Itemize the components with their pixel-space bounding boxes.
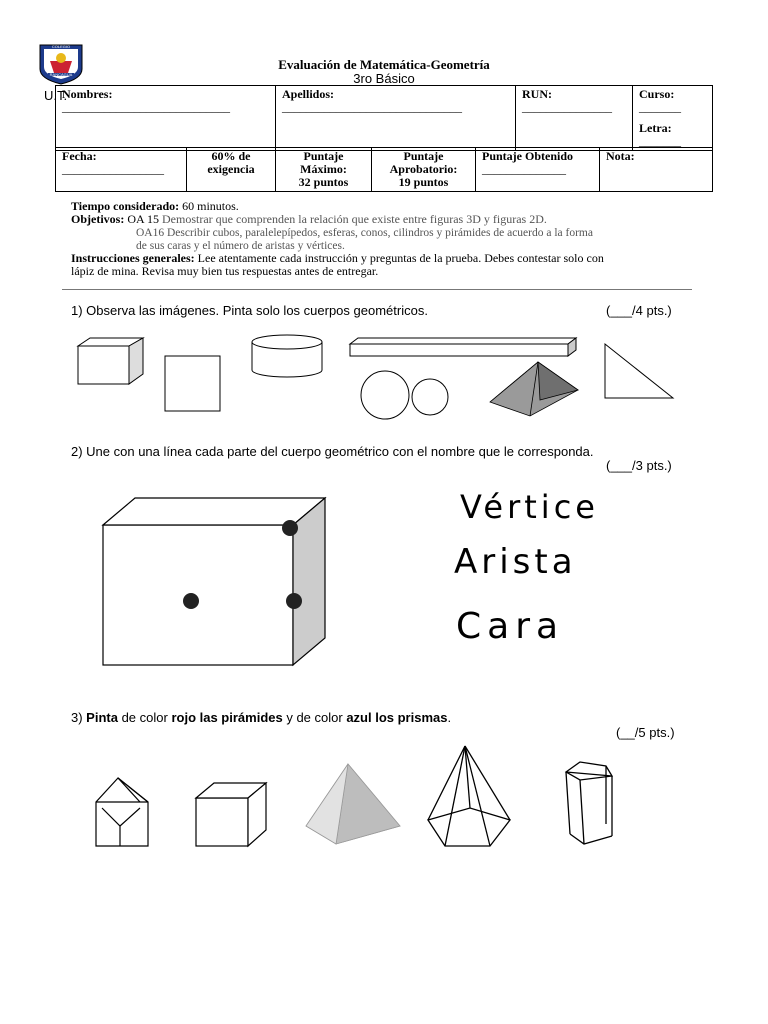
q3-pinta: Pinta [86, 710, 118, 725]
exigencia-cell [187, 148, 276, 192]
puntaje-obtenido-label: Puntaje Obtenido [482, 149, 574, 163]
q2-text: 2) Une con una línea cada parte del cuerpo geométrico con el nombre que le corresponda. [71, 444, 594, 459]
pentagonal-prism-figure[interactable] [566, 762, 612, 844]
puntaje-obtenido-blank[interactable]: ______________ [482, 162, 566, 176]
q1-figures [70, 330, 690, 420]
curso-cell[interactable] [633, 86, 713, 151]
rectangular-prism-figure[interactable] [350, 338, 576, 356]
page-subtitle: 3ro Básico [353, 71, 415, 86]
puntaje-aprobatorio-cell [372, 148, 476, 192]
run-cell[interactable] [516, 86, 633, 151]
divider [62, 289, 692, 290]
oa15-code: OA 15 [127, 212, 159, 226]
objetivos-label: Objetivos: [71, 212, 125, 226]
puntaje-maximo-line: Máximo: [300, 162, 347, 176]
exigencia-line: exigencia [207, 162, 255, 176]
pyramid-gray-figure[interactable] [306, 764, 400, 844]
q1-text: 1) Observa las imágenes. Pinta solo los cuerpos geométricos. [71, 303, 428, 318]
fecha-cell[interactable] [56, 148, 187, 192]
circle-figure[interactable] [412, 379, 448, 415]
logo-text-line: MOISÉS [53, 49, 69, 54]
circle-figure[interactable] [361, 371, 409, 419]
letra-blank[interactable]: _______ [639, 134, 681, 148]
tiempo-value: 60 minutos. [182, 199, 239, 213]
instrucciones-label: Instrucciones generales: [71, 251, 195, 265]
page-title: Evaluación de Matemática-Geometría [278, 57, 490, 72]
run-label: RUN: [522, 87, 552, 101]
nombres-cell[interactable] [56, 86, 276, 151]
q3-number: 3) [71, 710, 87, 725]
puntaje-obtenido-cell[interactable] [476, 148, 600, 192]
tiempo-label: Tiempo considerado: [71, 199, 180, 213]
nombres-label: Nombres: [62, 87, 113, 101]
q2-points: (___/3 pts.) [606, 458, 672, 473]
q3-points: (__/5 pts.) [616, 725, 675, 740]
triangle-figure[interactable] [605, 344, 673, 398]
q1-points: (___/4 pts.) [606, 303, 672, 318]
triangular-prism-figure[interactable] [96, 778, 148, 846]
cube-figure[interactable] [78, 338, 143, 384]
q3-text-part: . [447, 710, 452, 725]
q3-figures [90, 740, 630, 850]
nota-label: Nota: [606, 149, 635, 163]
puntaje-aprobatorio-value: 19 puntos [398, 175, 449, 189]
word-cara[interactable]: Cara [456, 606, 565, 647]
cube-prism-figure[interactable] [196, 783, 266, 846]
apellidos-label: Apellidos: [282, 87, 335, 101]
objetivos-line [71, 213, 691, 226]
run-blank[interactable]: _______________ [522, 100, 612, 114]
oa15-text: Demostrar que comprenden la relación que existe entre figuras 3D y figuras 2D. [162, 212, 547, 226]
puntaje-maximo-value: 32 puntos [298, 175, 349, 189]
word-arista[interactable]: Arista [454, 542, 577, 582]
word-vertice[interactable]: Vértice [460, 488, 599, 526]
cylinder-figure[interactable] [252, 335, 322, 377]
q3-text-part: y de color [282, 710, 347, 725]
square-figure[interactable] [165, 356, 220, 411]
curso-label: Curso: [639, 87, 675, 101]
pyramid-figure[interactable] [490, 362, 578, 416]
edge-dot[interactable] [286, 593, 302, 609]
face-dot[interactable] [183, 593, 199, 609]
student-info-table [55, 85, 713, 151]
vertex-dot[interactable] [282, 520, 298, 536]
instrucciones-text: Lee atentamente cada instrucción y preguntas de la prueba. Debes contestar solo con [197, 251, 604, 265]
score-table [55, 147, 713, 192]
q3-text [71, 710, 451, 725]
oa16-line1: OA16 Describir cubos, paralelepípedos, esferas, conos, cilindros y pirámides de acuerdo a la forma [136, 227, 593, 239]
oa16-line2: de sus caras y el número de aristas y vértices. [136, 240, 345, 252]
q3-azul: azul los prismas [346, 710, 448, 725]
apellidos-blank[interactable]: ______________________________ [282, 100, 462, 114]
puntaje-aprobatorio-line: Aprobatorio: [389, 162, 458, 176]
logo-text-line: COLEGIO [51, 44, 71, 49]
curso-blank[interactable]: _______ [639, 100, 681, 114]
exigencia-line: 60% de [211, 149, 251, 163]
pentagonal-pyramid-figure[interactable] [428, 746, 510, 846]
apellidos-cell[interactable] [276, 86, 516, 151]
q2-cube [95, 490, 335, 670]
letra-label: Letra: [639, 121, 672, 135]
nota-cell[interactable] [600, 148, 713, 192]
fecha-label: Fecha: [62, 149, 97, 163]
logo-text-line: RANCAGUA [49, 72, 73, 77]
puntaje-maximo-cell [276, 148, 372, 192]
nombres-blank[interactable]: ____________________________ [62, 100, 230, 114]
unit-label: U.T. [44, 88, 68, 103]
fecha-blank[interactable]: _________________ [62, 162, 164, 176]
instrucciones-line2: lápiz de mina. Revisa muy bien tus respuestas antes de entregar. [71, 264, 379, 278]
q3-text-part: de color [117, 710, 172, 725]
q3-rojo: rojo las pirámides [171, 710, 283, 725]
puntaje-aprobatorio-line: Puntaje [403, 149, 444, 163]
logo-text [44, 44, 78, 54]
puntaje-maximo-line: Puntaje [303, 149, 344, 163]
